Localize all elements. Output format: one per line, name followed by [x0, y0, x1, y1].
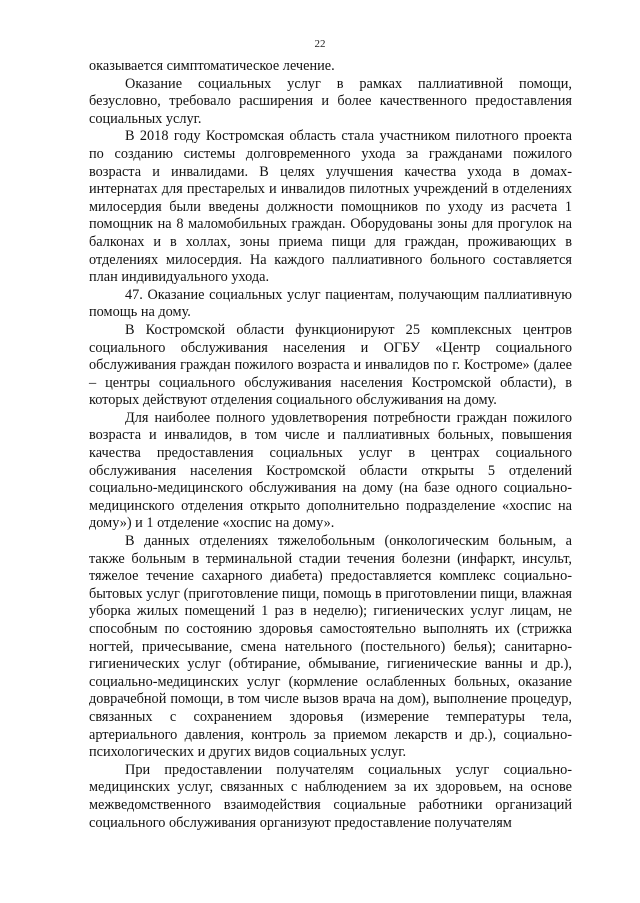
paragraph-item-47-heading: 47. Оказание социальных услуг пациентам, получающим паллиативную помощь на дому. — [89, 286, 572, 321]
paragraph-pilot-project-2018: В 2018 году Костромская область стала участником пилотного проекта по созданию системы долговременного ухода за гражданами пожилого возраста и инвалидами. В целях улучшения качества ухода в домах-интернатах для престарелых и инвалидов пилотных учреждений в отделениях милосердия были введены должности помощников по уходу из расчета 1 помощник на 8 маломобильных граждан. Оборудованы зоны для прогулок на балконах и в холлах, зоны приема пищи для граждан, проживающих в отделениях милосердия. На каждого паллиативного больного составляется план индивидуального ухода. — [89, 128, 572, 286]
paragraph-social-centers: В Костромской области функционируют 25 комплексных центров социального обслуживания населения и ОГБУ «Центр социального обслуживания граждан пожилого возраста и инвалидов по г. Костроме» (далее – центры социального обслуживания населения Костромской области), в которых действуют отделения социального обслуживания на дому. — [89, 321, 572, 409]
paragraph-home-care-departments: Для наиболее полного удовлетворения потребности граждан пожилого возраста и инвалидов, в том числе и паллиативных больных, повышения качества предоставления социальных услуг в центрах социального обслуживания населения Костромской области открыты 5 отделений социально-медицинского обслуживания на дому (на базе одного социально-медицинского отделения открыто дополнительно подразделение «хоспис на дому») и 1 отделение «хоспис на дому». — [89, 409, 572, 532]
paragraph-services-list: В данных отделениях тяжелобольным (онкологическим больным, а также больным в терминальной стадии течения болезни (инфаркт, инсульт, тяжелое течение сахарного диабета) предоставляется комплекс социально-бытовых услуг (приготовление пищи, помощь в приготовлении пищи, влажная уборка жилых помещений 1 раз в неделю); гигиенических услуг лицам, не способным по состоянию здоровья самостоятельно выполнять их (стрижка ногтей, причесывание, смена нательного (постельного) белья); санитарно-гигиенических услуг (обтирание, обмывание, гигиенические ванны и др.), социально-медицинских услуг (кормление ослабленных больных, оказание доврачебной помощи, в том числе вызов врача на дом), выполнение процедур, связанных с сохранением здоровья (измерение температуры тела, артериального давления, контроль за приемом лекарств и др.), социально-психологических и других видов социальных услуг. — [89, 533, 572, 761]
paragraph-interagency-cooperation: При предоставлении получателям социальных услуг социально-медицинских услуг, связанных с наблюдением за их здоровьем, на основе межведомственного взаимодействия социальные работники организаций социального обслуживания организуют предоставление получателям — [89, 761, 572, 831]
page-number: 22 — [314, 38, 326, 50]
document-body — [89, 58, 572, 832]
paragraph-social-services-palliative: Оказание социальных услуг в рамках паллиативной помощи, безусловно, требовало расширения и более качественного предоставления социальных услуг. — [89, 75, 572, 127]
paragraph-continuation: оказывается симптоматическое лечение. — [89, 58, 335, 74]
